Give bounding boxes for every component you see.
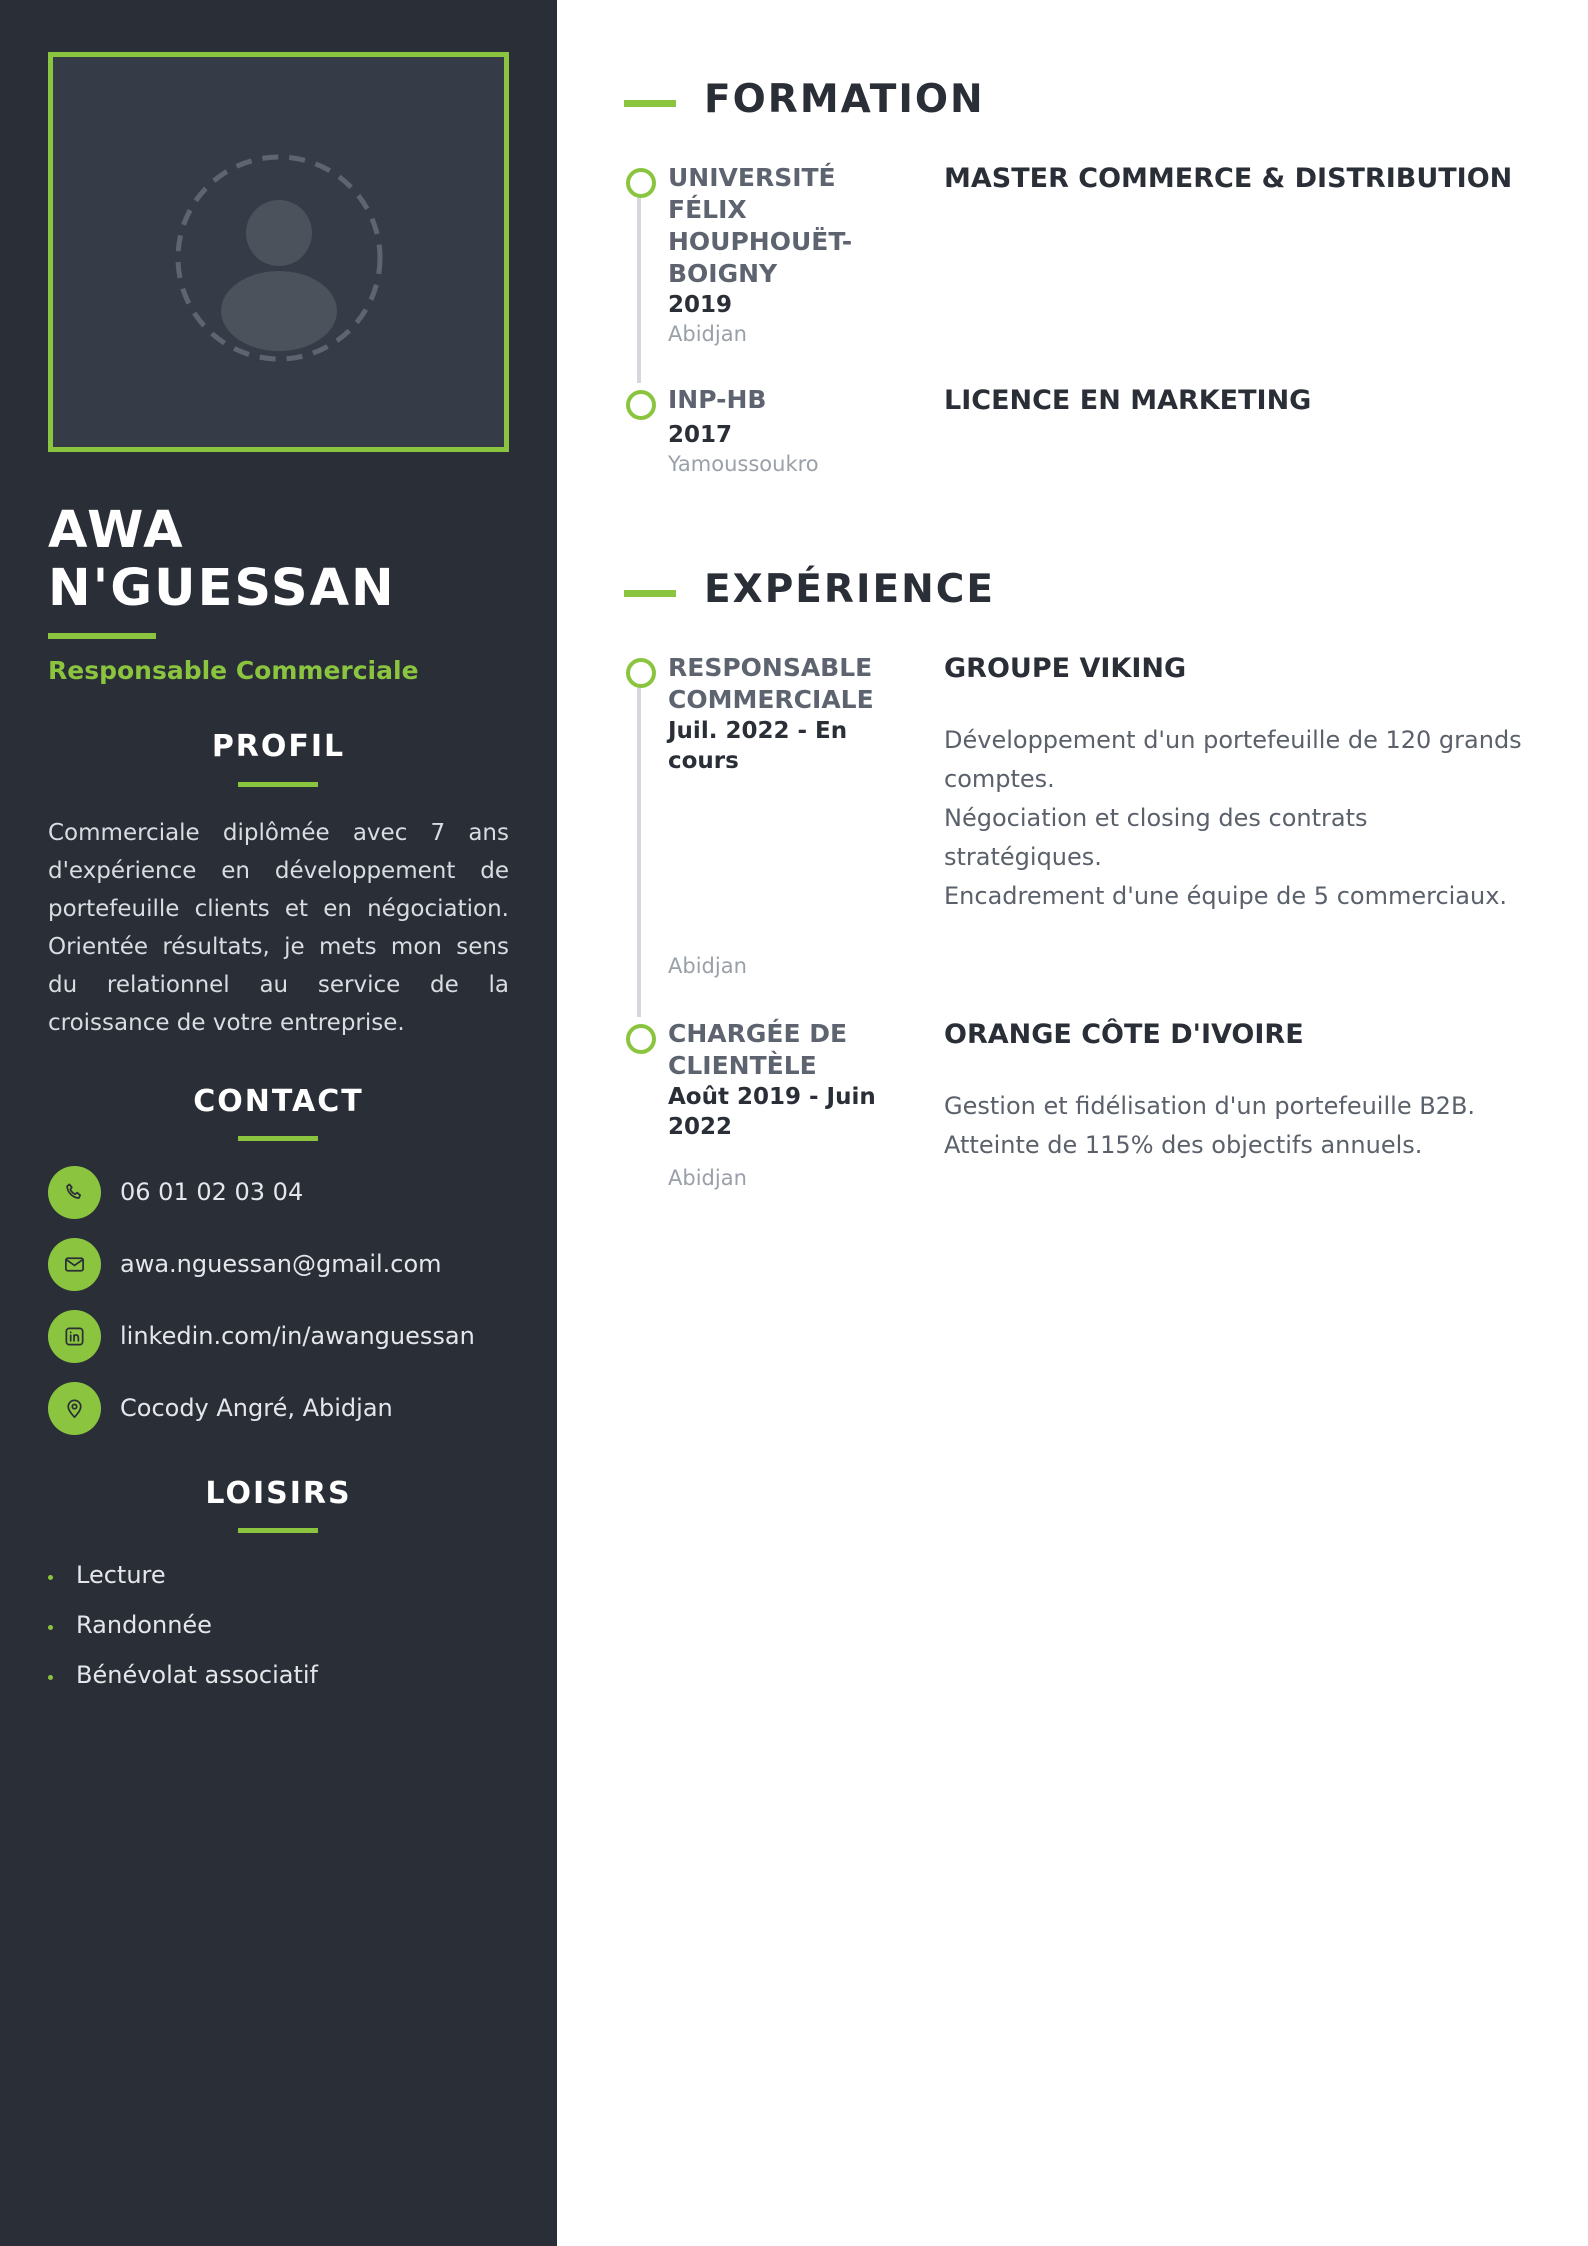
profile-divider	[238, 782, 318, 787]
hobby-text: Lecture	[76, 1561, 166, 1589]
formation-timeline-line	[637, 185, 641, 383]
hobby-text: Randonnée	[76, 1611, 212, 1639]
experience-place: Abidjan	[668, 954, 747, 978]
hobby-item	[48, 1561, 509, 1595]
bullet-icon	[48, 1625, 53, 1630]
timeline-dot	[626, 168, 656, 198]
experience-heading: EXPÉRIENCE	[704, 567, 996, 612]
mail-icon	[48, 1238, 101, 1291]
name-line-last: N'GUESSAN	[48, 559, 396, 618]
formation-heading-mark	[624, 100, 676, 107]
name-line-first: AWA	[48, 501, 185, 560]
formation-heading: FORMATION	[704, 77, 985, 122]
profile-photo-placeholder	[48, 52, 509, 452]
experience-role: CHARGÉE DE CLIENTÈLE	[668, 1019, 848, 1080]
sidebar	[0, 0, 557, 2246]
person-name	[48, 502, 518, 618]
contact-item-phone[interactable]	[48, 1166, 518, 1220]
bullet-icon	[48, 1575, 53, 1580]
contact-item-location[interactable]	[48, 1382, 518, 1436]
experience-description	[944, 1087, 1524, 1165]
contact-email-text: awa.nguessan@gmail.com	[120, 1250, 442, 1278]
experience-company: ORANGE CÔTE D'IVOIRE	[944, 1019, 1304, 1050]
bullet-icon	[48, 1675, 53, 1680]
linkedin-icon	[48, 1310, 101, 1363]
experience-timeline-line	[637, 675, 641, 1017]
experience-heading-mark	[624, 590, 676, 597]
experience-date: Août 2019 - Juin 2022	[668, 1084, 876, 1140]
experience-place: Abidjan	[668, 1166, 747, 1190]
hobby-text: Bénévolat associatif	[76, 1661, 319, 1689]
timeline-dot	[626, 390, 656, 420]
experience-role: RESPONSABLE COMMERCIALE	[668, 653, 874, 714]
contact-divider	[238, 1136, 318, 1141]
description-line: Développement d'un portefeuille de 120 grands comptes.	[944, 726, 1522, 793]
phone-icon	[48, 1166, 101, 1219]
contact-phone-text: 06 01 02 03 04	[120, 1178, 304, 1206]
description-line: Encadrement d'une équipe de 5 commerciaux.	[944, 882, 1508, 910]
formation-date: 2017	[668, 422, 733, 448]
hobby-item	[48, 1611, 509, 1645]
timeline-dot	[626, 1024, 656, 1054]
formation-school: INP-HB	[668, 385, 767, 414]
hobbies-divider	[238, 1528, 318, 1533]
formation-place: Yamoussoukro	[668, 452, 819, 476]
formation-degree: MASTER COMMERCE & DISTRIBUTION	[944, 163, 1513, 194]
experience-company: GROUPE VIKING	[944, 653, 1187, 684]
location-icon	[48, 1382, 101, 1435]
avatar-icon	[53, 57, 504, 447]
contact-location-text: Cocody Angré, Abidjan	[120, 1394, 393, 1422]
hobby-item	[48, 1661, 509, 1695]
description-line: Atteinte de 115% des objectifs annuels.	[944, 1131, 1423, 1159]
formation-school: UNIVERSITÉ FÉLIX HOUPHOUËT-BOIGNY	[668, 163, 853, 288]
timeline-dot	[626, 658, 656, 688]
profile-text: Commerciale diplômée avec 7 ans d'expérience en développement de portefeuille clients et en négociation. Orientée résultats, je mets mon sens du relationnel au service de la croissance de votre entreprise.	[48, 820, 509, 1036]
contact-item-email[interactable]	[48, 1238, 518, 1292]
formation-date: 2019	[668, 292, 733, 318]
contact-linkedin-text: linkedin.com/in/awanguessan	[120, 1322, 475, 1350]
profile-heading: PROFIL	[211, 729, 346, 764]
contact-item-linkedin[interactable]	[48, 1310, 518, 1364]
job-title: Responsable Commerciale	[48, 656, 419, 685]
contact-heading: CONTACT	[193, 1084, 364, 1119]
hobbies-heading: LOISIRS	[205, 1476, 352, 1511]
formation-place: Abidjan	[668, 322, 747, 346]
description-line: Négociation et closing des contrats stratégiques.	[944, 804, 1368, 871]
name-divider	[48, 633, 156, 639]
experience-date: Juil. 2022 - En cours	[668, 718, 848, 774]
formation-degree: LICENCE EN MARKETING	[944, 385, 1312, 416]
experience-description	[944, 721, 1524, 916]
description-line: Gestion et fidélisation d'un portefeuille B2B.	[944, 1092, 1476, 1120]
